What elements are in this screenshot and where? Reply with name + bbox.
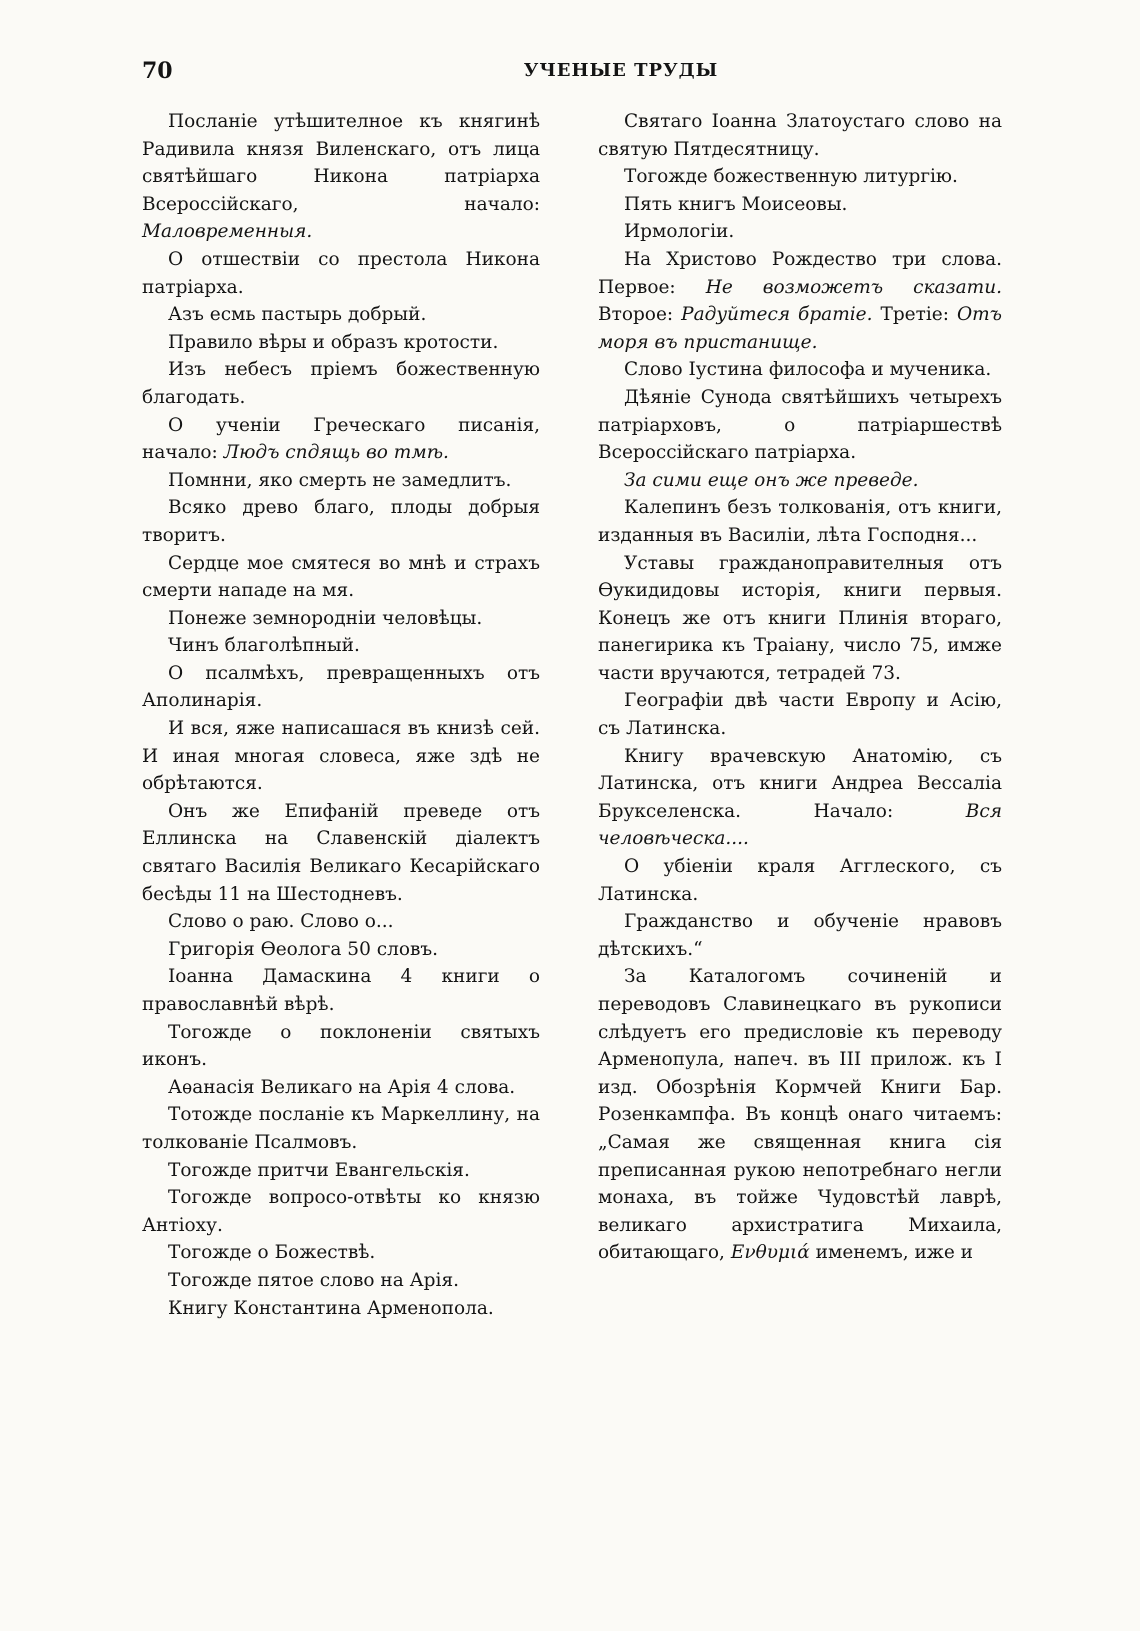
entry-text: Тогожде притчи Евангельскія. xyxy=(168,1159,470,1181)
catalog-entry xyxy=(142,356,540,411)
catalog-entry xyxy=(598,467,1002,495)
catalog-entry xyxy=(142,1184,540,1239)
entry-incipit: Маловременныя. xyxy=(142,221,313,243)
entry-text: Калепинъ безъ толкованія, отъ книги, изданныя въ Василіи, лѣта Господня... xyxy=(598,497,1002,546)
entry-incipit: Людъ спдящь во тмѣ. xyxy=(223,442,449,464)
catalog-entry xyxy=(598,687,1002,742)
catalog-entry xyxy=(142,412,540,467)
entry-text: На Христово Рождество три слова. Первое: xyxy=(598,248,1002,298)
entry-text: Книгу врачевскую Анатомію, съ Латинска, отъ книги Андреа Вессаліа Брукселенска. Начало: xyxy=(598,745,1002,822)
entry-text: Географіи двѣ части Европу и Асію, съ Латинска. xyxy=(598,690,1002,740)
entry-text: Сердце мое смятеся во мнѣ и страхъ смерти нападе на мя. xyxy=(142,552,540,602)
catalog-entry xyxy=(142,1019,540,1074)
catalog-entry xyxy=(598,246,1002,356)
entry-text: именемъ, иже и xyxy=(815,1242,973,1264)
entry-text: Онъ же Епифаній преведе отъ Еллинска на Славенскій діалектъ святаго Василія Великаго Кесарійскаго бесѣды 11 на Шестодневъ. xyxy=(142,800,540,905)
entry-text: Іоанна Дамаскина 4 книги о православнѣй вѣрѣ. xyxy=(142,966,540,1015)
entry-text: Пять книгъ Моисеовы. xyxy=(624,193,848,215)
running-title: УЧЕНЫЕ ТРУДЫ xyxy=(523,60,719,81)
entry-incipit: Ενθυμιά xyxy=(730,1242,810,1264)
catalog-entry xyxy=(142,1157,540,1185)
catalog-entry xyxy=(142,550,540,605)
entry-text: Гражданство и обученіе нравовъ дѣтскихъ.“ xyxy=(598,911,1002,960)
entry-text: О ученіи Греческаго писанія, начало: xyxy=(142,414,540,464)
entry-text: Дѣяніе Сунода святѣйшихъ четырехъ патріарховъ, о патріаршествѣ Всероссійскаго патріарха. xyxy=(598,386,1002,464)
catalog-entry xyxy=(598,218,1002,246)
entry-text: Понеже земнородніи человѣцы. xyxy=(168,607,483,629)
entry-text: За Каталогомъ сочиненій и переводовъ Славинецкаго въ рукописи слѣдуетъ его предисловіе къ переводу Арменопула, напеч. въ III прилож. къ I изд. Обозрѣнія Кормчей Книги Бар. Розенкампфа. Въ концѣ онаго читаемъ: „Самая же священная книга сія преписанная рукою непотребнаго негли монаха, въ тойже Чудовстѣй лаврѣ, великаго архистратига Михаила, обитающаго, xyxy=(598,966,1002,1264)
entry-incipit: Вся человѣческа.... xyxy=(598,800,1002,850)
catalog-entry xyxy=(598,743,1002,853)
entry-text: Тогожде пятое слово на Арія. xyxy=(168,1269,459,1291)
entry-text: Правило вѣры и образъ кротости. xyxy=(168,331,499,353)
entry-text: И вся, яже написашася въ книзѣ сей. И иная многая словеса, яже здѣ не обрѣтаются. xyxy=(142,718,540,795)
catalog-entry xyxy=(142,936,540,964)
entry-text: Слово о раю. Слово о... xyxy=(168,911,394,933)
entry-text: Азъ есмь пастырь добрый. xyxy=(168,304,427,326)
catalog-entry xyxy=(142,467,540,495)
catalog-entry xyxy=(598,356,1002,384)
catalog-entry xyxy=(142,301,540,329)
catalog-entry xyxy=(142,108,540,246)
entry-incipit: Отъ моря въ пристанище. xyxy=(598,304,1002,353)
page-number: 70 xyxy=(142,58,173,84)
entry-text: Тогожде о поклоненіи святыхъ иконъ. xyxy=(142,1021,540,1071)
entry-text: Чинъ благолѣпный. xyxy=(168,635,360,657)
catalog-entry xyxy=(142,1295,540,1323)
entry-text: Посланіе утѣшителное къ княгинѣ Радивила князя Виленскаго, отъ лица святѣйшаго Никона патріарха Всероссійскаго, начало: xyxy=(142,111,540,215)
catalog-entry xyxy=(142,798,540,908)
entry-text: Григорія Ѳеолога 50 словъ. xyxy=(168,938,439,960)
catalog-entry xyxy=(598,108,1002,163)
catalog-entry xyxy=(142,605,540,633)
entry-text: Ирмологіи. xyxy=(624,221,735,243)
entry-text: Слово Іустина философа и мученика. xyxy=(624,359,992,381)
catalog-entry xyxy=(142,1267,540,1295)
entry-text: Всяко древо благо, плоды добрыя творитъ. xyxy=(142,497,540,546)
catalog-entry xyxy=(142,963,540,1018)
page-header xyxy=(142,58,1000,90)
entry-text: Тотожде посланіе къ Маркеллину, на толкованіе Псалмовъ. xyxy=(142,1104,540,1153)
catalog-entry xyxy=(142,246,540,301)
entry-text: Изъ небесъ пріемъ божественную благодать. xyxy=(142,359,540,408)
catalog-entry xyxy=(142,908,540,936)
entry-text: Книгу Константина Арменопола. xyxy=(168,1297,494,1319)
entry-text: О убіеніи краля Агглеского, съ Латинска. xyxy=(598,856,1002,905)
catalog-entry xyxy=(142,715,540,798)
entry-incipit: Радуйтеся братіе. xyxy=(681,304,873,326)
catalog-entry xyxy=(598,494,1002,549)
catalog-entry xyxy=(142,660,540,715)
entry-text: Помнни, яко смерть не замедлитъ. xyxy=(168,469,512,491)
catalog-entry xyxy=(142,632,540,660)
entry-text: Святаго Іоанна Златоустаго слово на святую Пятдесятницу. xyxy=(598,111,1002,160)
catalog-entry xyxy=(142,1074,540,1102)
entry-text: Аѳанасія Великаго на Арія 4 слова. xyxy=(168,1076,516,1098)
entry-text: Третіе: xyxy=(880,304,949,326)
catalog-entry xyxy=(142,494,540,549)
catalog-entry xyxy=(598,550,1002,688)
catalog-entry xyxy=(598,163,1002,191)
entry-text: Тогожде вопросо-отвѣты ко князю Антіоху. xyxy=(142,1187,540,1236)
entry-text: Тогожде о Божествѣ. xyxy=(168,1242,376,1264)
entry-text: Тогожде божественную литургію. xyxy=(624,166,958,188)
entry-text: Второе: xyxy=(598,304,674,326)
right-column xyxy=(598,108,1002,1267)
catalog-entry xyxy=(598,963,1002,1267)
catalog-entry xyxy=(142,1101,540,1156)
entry-text: О отшествіи со престола Никона патріарха. xyxy=(142,248,540,298)
catalog-entry xyxy=(142,1239,540,1267)
entry-incipit: Не возможетъ сказати. xyxy=(705,276,1002,298)
catalog-entry xyxy=(598,384,1002,467)
entry-text: О псалмѣхъ, превращенныхъ отъ Аполинарія. xyxy=(142,662,540,712)
left-column xyxy=(142,108,540,1322)
catalog-entry xyxy=(598,191,1002,219)
entry-incipit: За сими еще онъ же преведе. xyxy=(624,469,919,491)
catalog-entry xyxy=(142,329,540,357)
catalog-entry xyxy=(598,908,1002,963)
entry-text: Уставы гражданоправителныя отъ Ѳукидидовы исторія, книги первыя. Конецъ же отъ книги Плинія втораго, панегирика къ Траіану, число 75, имже части вручаются, тетрадей 73. xyxy=(598,552,1002,684)
catalog-entry xyxy=(598,853,1002,908)
